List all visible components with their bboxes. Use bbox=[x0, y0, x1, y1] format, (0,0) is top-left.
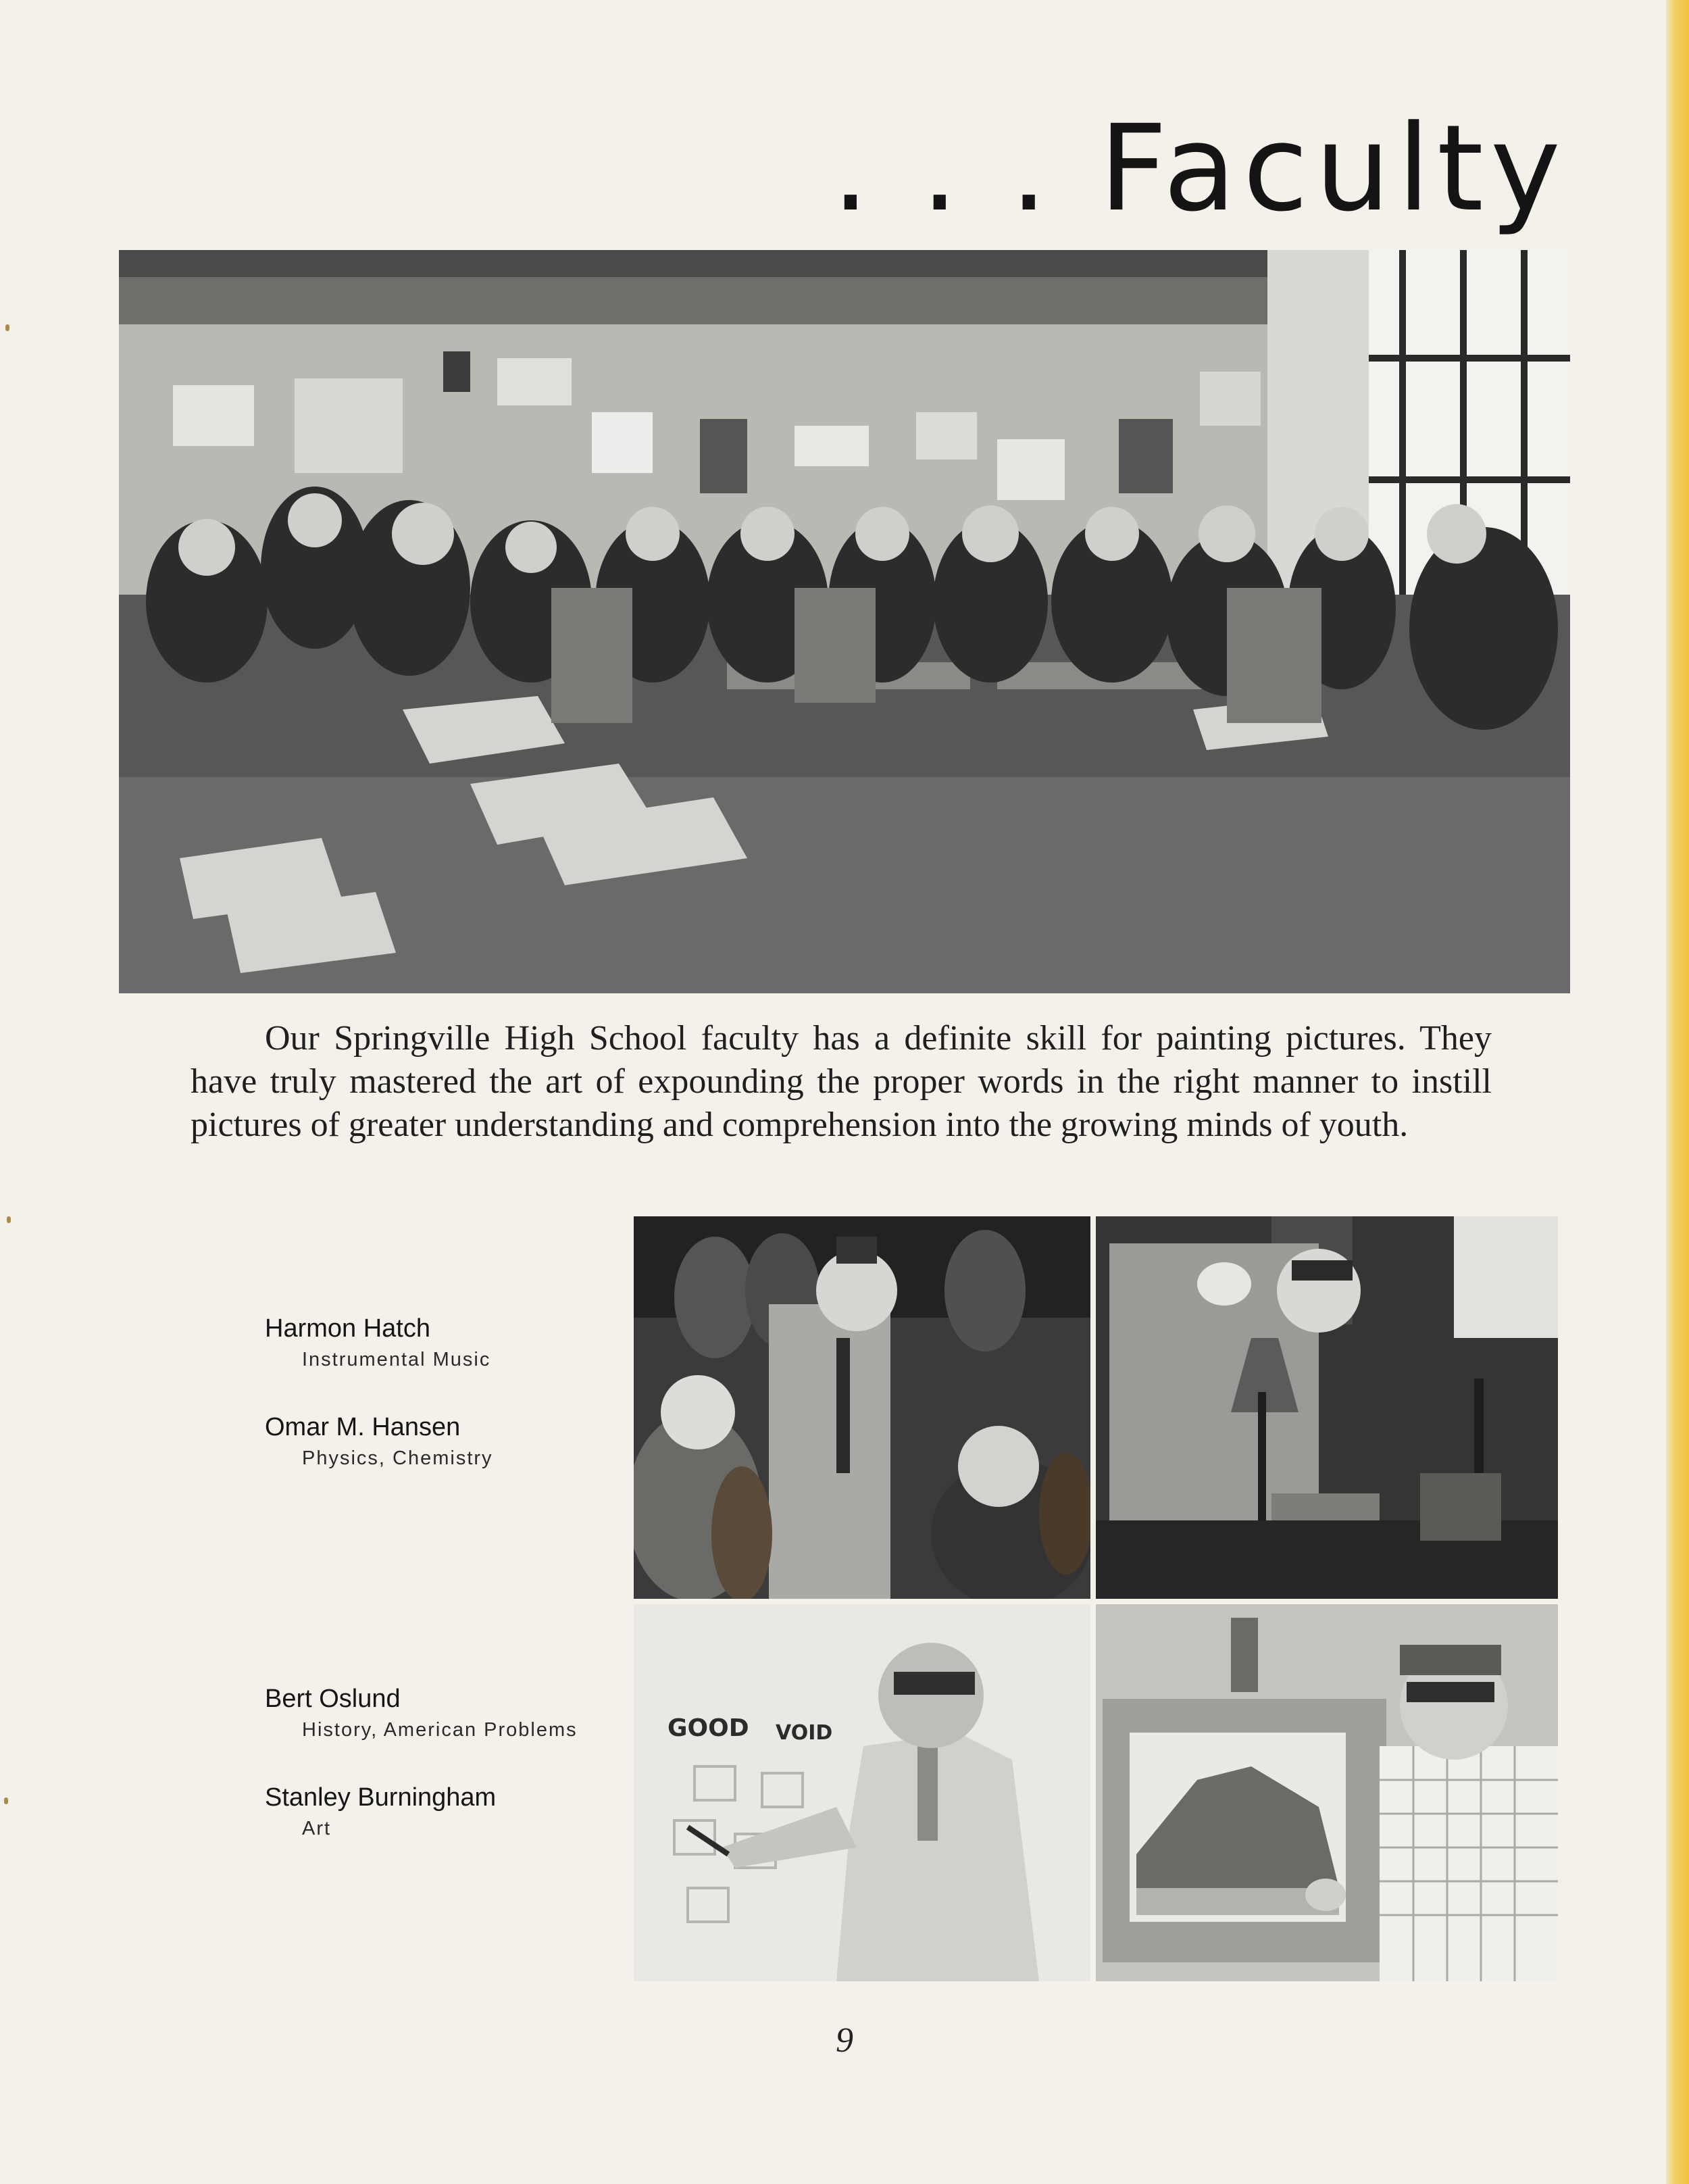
page-number: 9 bbox=[836, 2021, 853, 2060]
page-speck bbox=[5, 324, 9, 331]
history-photo bbox=[634, 1604, 1090, 1981]
history-scene bbox=[634, 1604, 1090, 1981]
faculty-name: Bert Oslund bbox=[265, 1685, 401, 1713]
faculty-subject: Art bbox=[302, 1818, 332, 1839]
page-title: . . . Faculty bbox=[832, 99, 1567, 238]
caption-stanley-burningham bbox=[265, 1781, 630, 1841]
art-photo bbox=[1096, 1604, 1558, 1981]
faculty-subject: History, American Problems bbox=[302, 1719, 578, 1741]
instrumental-music-photo bbox=[634, 1216, 1090, 1599]
faculty-name: Stanley Burningham bbox=[265, 1783, 497, 1812]
caption-bert-oslund bbox=[265, 1683, 630, 1742]
faculty-group-photo bbox=[119, 250, 1570, 993]
art-scene bbox=[1096, 1604, 1558, 1981]
faculty-subject: Instrumental Music bbox=[302, 1349, 491, 1370]
chemistry-photo bbox=[1096, 1216, 1558, 1599]
sign-good-label: GOOD bbox=[667, 1714, 749, 1742]
music-scene bbox=[634, 1216, 1090, 1599]
faculty-name: Harmon Hatch bbox=[265, 1314, 430, 1343]
faculty-name: Omar M. Hansen bbox=[265, 1413, 461, 1441]
page-edge-tint bbox=[1666, 0, 1689, 2184]
page-speck bbox=[4, 1797, 8, 1804]
classroom-scene bbox=[119, 250, 1570, 993]
faculty-subject: Physics, Chemistry bbox=[302, 1447, 493, 1469]
intro-paragraph: Our Springville High School faculty has a definite skill for painting pictures. They have truly mastered the art of expounding the proper words in the right manner to instill pictures of greater understanding and comprehension into the growing minds of youth. bbox=[191, 1019, 1492, 1144]
sign-void-label: VOID bbox=[776, 1721, 833, 1745]
caption-omar-hansen bbox=[265, 1411, 630, 1470]
caption-harmon-hatch bbox=[265, 1312, 630, 1372]
page-speck bbox=[7, 1216, 11, 1223]
chemistry-scene bbox=[1096, 1216, 1558, 1599]
